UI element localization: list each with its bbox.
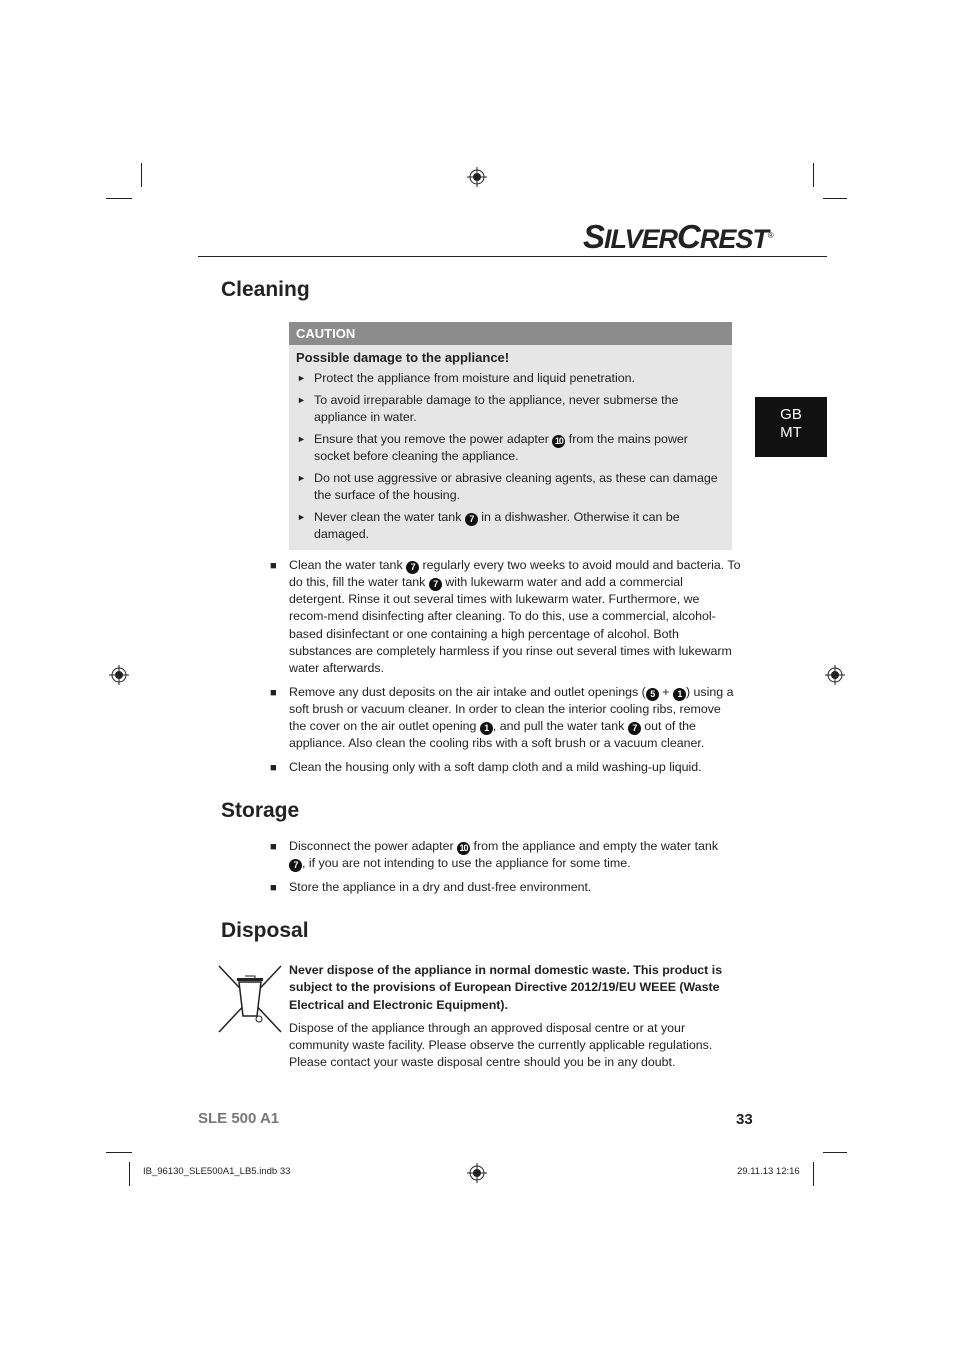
caution-item xyxy=(289,431,732,466)
crop-mark xyxy=(823,1152,847,1153)
text-run: , if you are not intending to use the appliance for some time. xyxy=(302,856,631,871)
paragraph-text xyxy=(289,685,733,751)
text-run: Clean the housing only with a soft damp cloth and a mild washing-up liquid. xyxy=(289,759,702,774)
caution-subtitle: Possible damage to the appliance! xyxy=(296,350,510,365)
text-run: with lukewarm water and add a commercial detergent. Rinse it out several times with lukewarm water. Furthermore, we recom-mend disinfecting after cleaning. To do this, use a commercial, alcohol-based disinfectant or one containing a high percentage of alcohol. Both substances are completely harmless if you rinse out several times with lukewarm water afterwards. xyxy=(289,574,732,676)
registration-mark-icon xyxy=(109,665,129,685)
text-run: Store the appliance in a dry and dust-free environment. xyxy=(289,879,592,894)
crop-mark xyxy=(823,198,847,199)
text-run: , and pull the water tank xyxy=(492,719,628,734)
registration-mark-icon xyxy=(825,665,845,685)
page-number: 33 xyxy=(736,1111,753,1128)
text-run: Ensure that you remove the power adapter xyxy=(314,431,553,446)
brand-logo: SILVERCREST® xyxy=(583,218,773,255)
registration-mark-icon xyxy=(467,167,487,187)
model-number: SLE 500 A1 xyxy=(198,1110,280,1127)
text-run: from the appliance and empty the water tank xyxy=(470,839,719,854)
bullet-square: ■ xyxy=(270,881,277,894)
text-run: Do not use aggressive or abrasive cleaning agents, as these can damage the surface of the housing. xyxy=(314,470,718,502)
cleaning-paragraph xyxy=(270,759,741,776)
arrow-bullet-icon: ► xyxy=(297,373,306,383)
arrow-bullet-icon: ► xyxy=(297,511,306,522)
arrow-bullet-icon: ► xyxy=(297,394,306,405)
text-run: Disconnect the power adapter xyxy=(289,839,458,854)
header-rule xyxy=(198,256,827,257)
caution-item xyxy=(289,370,732,388)
storage-paragraph xyxy=(270,838,719,873)
cleaning-heading: Cleaning xyxy=(221,278,310,301)
bullet-square: ■ xyxy=(270,559,277,572)
crop-mark xyxy=(129,1162,130,1186)
disposal-block xyxy=(221,962,741,1072)
main-content xyxy=(221,277,741,1072)
arrow-bullet-icon: ► xyxy=(297,433,306,444)
language-code: MT xyxy=(780,424,802,441)
crop-mark xyxy=(106,1152,132,1153)
bullet-square: ■ xyxy=(270,686,277,699)
text-run: Clean the water tank xyxy=(289,557,407,572)
part-reference-number: 10 xyxy=(457,842,470,855)
text-run: ) using a soft brush or vacuum cleaner. In order to clean the interior cooling ribs, remove the cover on the air outlet opening xyxy=(289,684,734,734)
part-reference-number: 7 xyxy=(289,859,302,872)
registration-mark-icon xyxy=(467,1163,487,1183)
disposal-heading: Disposal xyxy=(221,918,309,942)
part-reference-number: 5 xyxy=(646,688,659,701)
caution-box xyxy=(289,322,732,550)
crop-mark xyxy=(106,198,132,199)
part-reference-number: 7 xyxy=(465,513,478,526)
text-run: Remove any dust deposits on the air intake and outlet openings ( xyxy=(289,684,646,699)
paragraph-text xyxy=(289,839,718,870)
paragraph-text xyxy=(289,880,591,894)
caution-item xyxy=(289,392,732,427)
part-reference-number: 10 xyxy=(552,435,565,448)
caution-label: CAUTION xyxy=(289,322,732,345)
arrow-bullet-icon: ► xyxy=(297,472,306,483)
date-slug: 29.11.13 12:16 xyxy=(737,1166,800,1177)
caution-item xyxy=(289,470,732,505)
caution-item xyxy=(289,509,732,544)
disposal-text-block xyxy=(289,962,735,1072)
text-run: regularly every two weeks to avoid mould and bacteria. To do this, fill the water tank xyxy=(289,557,741,589)
paragraph-text xyxy=(289,760,702,774)
text-run: from the mains power socket before cleaning the appliance. xyxy=(314,431,688,463)
disposal-warning: Never dispose of the appliance in normal domestic waste. This product is subject to the provisions of European Directive 2012/19/EU WEEE (Waste Electrical and Electronic Equipment). xyxy=(289,962,723,1012)
file-slug: IB_96130_SLE500A1_LB5.indb 33 xyxy=(143,1166,291,1177)
cleaning-paragraph xyxy=(270,557,741,678)
storage-paragraph xyxy=(270,879,741,896)
caution-list xyxy=(289,370,732,544)
part-reference-number: 7 xyxy=(628,722,641,735)
weee-crossed-bin-icon xyxy=(217,964,283,1034)
cleaning-paragraph xyxy=(270,684,741,753)
part-reference-number: 1 xyxy=(480,722,493,735)
text-run: To avoid irreparable damage to the appliance, never submerse the appliance in water. xyxy=(314,392,679,424)
language-tab xyxy=(755,397,827,457)
disposal-text: Dispose of the appliance through an approved disposal centre or at your community waste facility. Please observe the currently applicable regulations. Please contact your waste disposal centre should you be in any doubt. xyxy=(289,1020,713,1070)
bullet-square: ■ xyxy=(270,841,277,854)
crop-mark xyxy=(141,163,142,187)
text-run: in a dishwasher. Otherwise it can be damaged. xyxy=(314,509,680,541)
language-code: GB xyxy=(780,406,802,423)
part-reference-number: 7 xyxy=(429,578,442,591)
text-run: Protect the appliance from moisture and liquid penetration. xyxy=(314,371,635,385)
part-reference-number: 1 xyxy=(673,688,686,701)
paragraph-text xyxy=(289,558,741,676)
text-run: + xyxy=(658,684,673,699)
crop-mark xyxy=(813,163,814,187)
text-run: out of the appliance. Also clean the cooling ribs with a soft brush or a vacuum cleaner. xyxy=(289,719,705,751)
crop-mark xyxy=(813,1162,814,1186)
part-reference-number: 7 xyxy=(406,561,419,574)
text-run: Never clean the water tank xyxy=(314,509,465,524)
bullet-square: ■ xyxy=(270,761,277,774)
storage-heading: Storage xyxy=(221,799,300,823)
